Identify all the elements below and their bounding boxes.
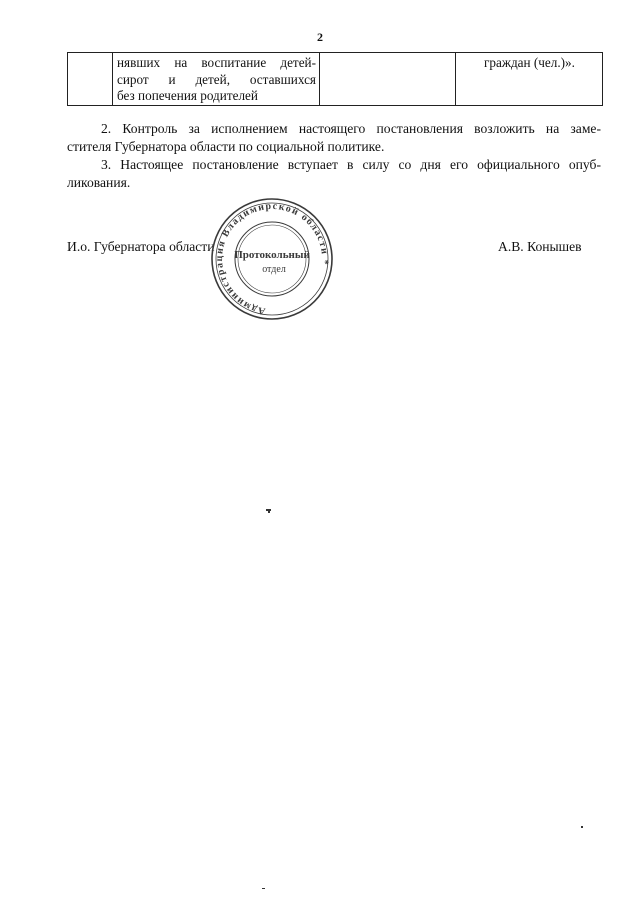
- signature-name: А.В. Конышев: [498, 239, 582, 254]
- table-cell-unit: [456, 53, 602, 105]
- table-fragment: [67, 52, 603, 106]
- table-unit-text: граждан (чел.)».: [484, 55, 575, 70]
- scan-speck: [581, 826, 583, 828]
- official-stamp: [205, 197, 340, 322]
- scan-speck: [268, 511, 270, 513]
- table-text-line: нявших на воспитание детей-: [117, 55, 316, 70]
- signature-position: И.о. Губернатора области: [67, 239, 215, 254]
- paragraph-effective-date: [67, 156, 601, 192]
- svg-text:отдел: отдел: [262, 264, 286, 275]
- stamp-graphic: [205, 197, 340, 322]
- paragraph-line: 2. Контроль за исполнением настоящего постановления возложить на заме-: [101, 121, 601, 136]
- table-text-line: без попечения родителей: [117, 88, 258, 103]
- table-text-line: сирот и детей, оставшихся: [117, 71, 316, 87]
- page-number: 2: [317, 30, 323, 44]
- scan-speck: [262, 888, 265, 889]
- table-cell-number: [68, 53, 113, 105]
- svg-text:Протокольный: Протокольный: [234, 249, 310, 261]
- paragraph-line: стителя Губернатора области по социальной политике.: [67, 139, 385, 154]
- paragraph-line: 3. Настоящее постановление вступает в силу со дня его официального опуб-: [101, 157, 601, 172]
- svg-text:Администрация Владимирской обл: Администрация Владимирской области *: [213, 200, 331, 317]
- paragraph-control: [67, 120, 601, 156]
- table-cell-description: [113, 53, 320, 105]
- table-cell-empty: [320, 53, 456, 105]
- paragraph-line: ликования.: [67, 175, 131, 190]
